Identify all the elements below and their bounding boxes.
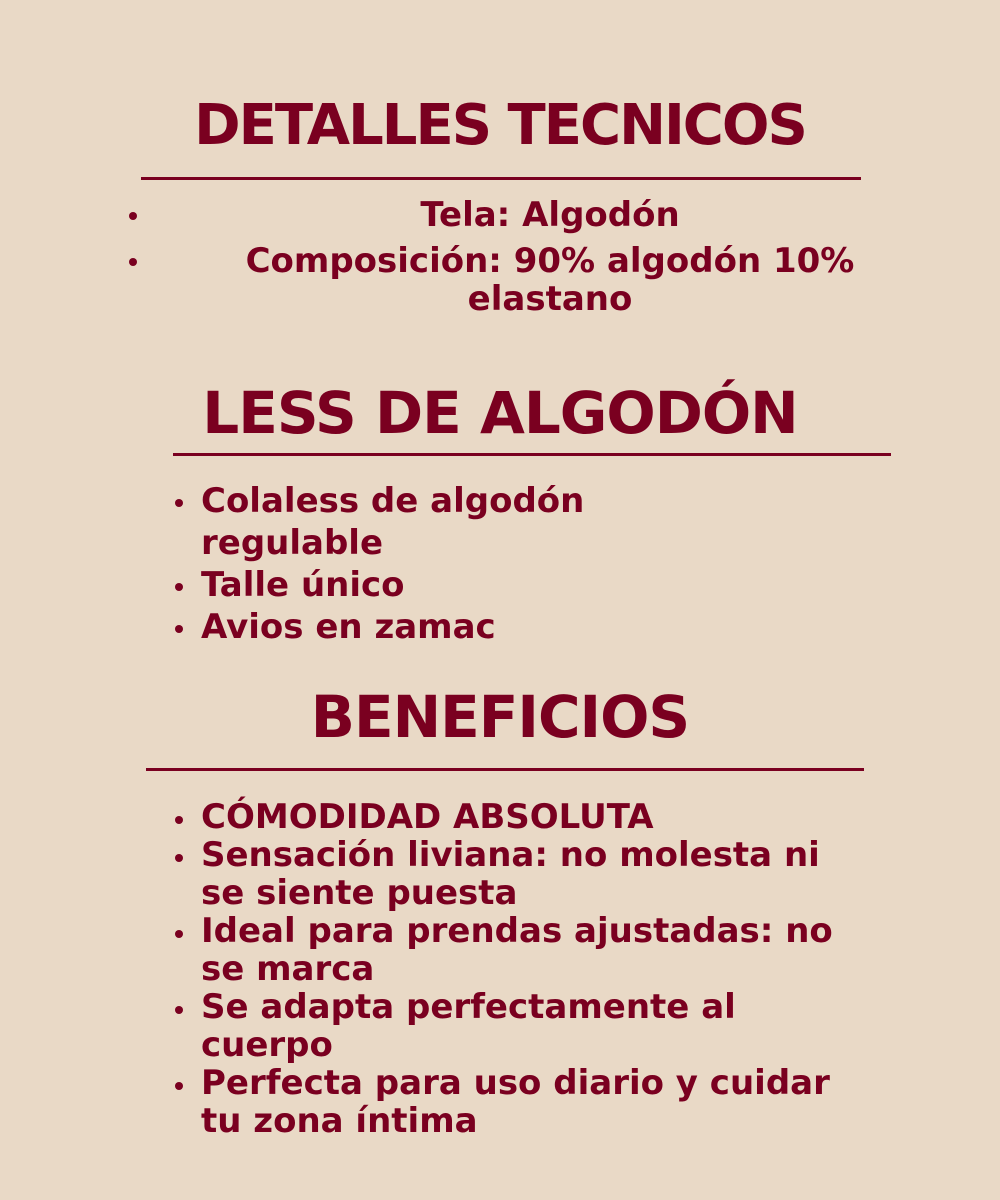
list-item: Avios en zamac	[173, 606, 733, 648]
list-item: Colaless de algodón regulable	[173, 480, 733, 564]
list-item	[120, 196, 920, 234]
benefits-list	[173, 798, 873, 1140]
section-title-detalles-tecnicos: DETALLES TECNICOS	[194, 93, 806, 158]
list-item	[120, 242, 920, 318]
list-item: Ideal para prendas ajustadas: no se marca	[173, 912, 873, 988]
technical-details-list	[120, 196, 920, 326]
product-features-list	[173, 480, 733, 648]
section-divider	[141, 177, 861, 180]
list-item: Perfecta para uso diario y cuidar tu zona íntima	[173, 1064, 873, 1140]
list-item: CÓMODIDAD ABSOLUTA	[173, 798, 873, 836]
section-divider	[173, 453, 891, 456]
list-item: Talle único	[173, 564, 733, 606]
list-item-text: Composición: 90% algodón 10% elastano	[245, 241, 855, 319]
section-title-less-de-algodon: LESS DE ALGODÓN	[202, 379, 798, 447]
list-item: Sensación liviana: no molesta ni se siente puesta	[173, 836, 873, 912]
section-title-beneficios: BENEFICIOS	[310, 683, 690, 751]
section-divider	[146, 768, 864, 771]
list-item: Se adapta perfectamente al cuerpo	[173, 988, 873, 1064]
list-item-text: Tela: Algodón	[420, 195, 680, 235]
